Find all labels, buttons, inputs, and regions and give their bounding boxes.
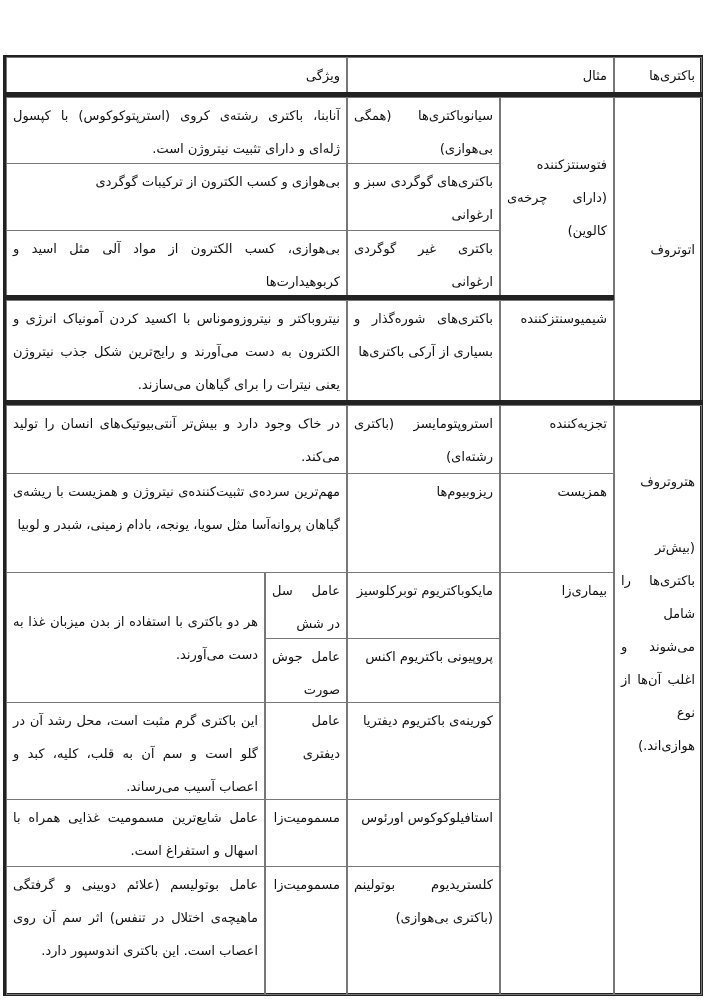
header-example: مثال	[347, 57, 614, 94]
disease-cell: عامل دیفتری	[265, 702, 347, 800]
heterotroph-note: (بیش‌تر باکتری‌ها را شامل می‌شوند و اغلب آن‌ها از نوع هوازی‌اند.)	[621, 541, 695, 754]
header-feature: ویژگی	[6, 57, 347, 94]
feature-cell: مهم‌ترین سرده‌ی تثبیت‌کننده‌ی نیتروژن و همزیست با ریشه‌ی گیاهان پروانه‌آسا مثل سویا، یونجه، بادام زمینی، شبدر و لوبیا	[6, 473, 347, 573]
example-cell: مایکوباکتریوم توبرکلوسیز	[347, 572, 500, 639]
feature-cell: عامل شایع‌ترین مسمومیت غذایی همراه با اسهال و استفراغ است.	[6, 799, 265, 867]
disease-cell: عامل سل در شش	[265, 572, 347, 639]
subtype-symbiont: همزیست	[500, 473, 614, 573]
example-cell: استروپتومایسز (باکتری رشته‌ای)	[347, 405, 500, 474]
heterotroph-label: هتروتروف	[640, 475, 695, 490]
type-heterotroph	[614, 405, 702, 995]
feature-cell: آنابنا، باکتری رشته‌ی کروی (استرپتوکوکوس) با کپسول ژله‌ای و دارای تثبیت نیتروژن است.	[6, 97, 347, 164]
example-cell: استافیلوکوکوس اورئوس	[347, 799, 500, 867]
disease-cell: مسمومیت‌زا	[265, 799, 347, 867]
feature-cell: نیتروباکتر و نیتروزوموناس با اکسید کردن آمونیاک انرژی و الکترون به دست می‌آورند و رایج‌ترین شکل جذب نیتروژن یعنی نیترات را برای گیاهان می‌سازند.	[6, 300, 347, 401]
disease-cell: عامل جوش صورت	[265, 638, 347, 703]
feature-cell: این باکتری گرم مثبت است، محل رشد آن در گلو است و سم آن به قلب، کلیه، کبد و اعصاب آسیب می‌رساند.	[6, 702, 265, 800]
example-cell: سیانوباکتری‌ها (همگی بی‌هوازی)	[347, 97, 500, 164]
example-cell: پروپیونی باکتریوم اکنس	[347, 638, 500, 703]
example-cell: باکتری‌های شوره‌گذار و بسیاری از آرکی باکتری‌ها	[347, 300, 500, 401]
example-cell: کورینه‌ی باکتریوم دیفتریا	[347, 702, 500, 800]
subtype-pathogen: بیماری‌زا	[500, 572, 614, 995]
example-cell: کلستریدیوم بوتولینم (باکتری بی‌هوازی)	[347, 866, 500, 995]
example-cell: باکتری‌های گوگردی سبز و ارغوانی	[347, 163, 500, 231]
feature-cell: در خاک وجود دارد و بیش‌تر آنتی‌بیوتیک‌های انسان را تولید می‌کند.	[6, 405, 347, 474]
example-cell: ریزوبیوم‌ها	[347, 473, 500, 573]
type-autotroph: اتوتروف	[614, 97, 702, 401]
subtype-photosynthetic: فتوسنتزکننده (دارای چرخه‌ی کالوین)	[500, 97, 614, 297]
header-bacteria: باکتری‌ها	[614, 57, 702, 94]
example-cell: باکتری غیر گوگردی ارغوانی	[347, 230, 500, 297]
feature-cell: بی‌هوازی، کسب الکترون از مواد آلی مثل اسید و کربوهیدارت‌ها	[6, 230, 347, 297]
subtype-decomposer: تجزیه‌کننده	[500, 405, 614, 474]
subtype-chemosynthetic: شیمیوسنتزکننده	[500, 300, 614, 401]
feature-cell: هر دو باکتری با استفاده از بدن میزبان غذا به دست می‌آورند.	[6, 572, 265, 703]
disease-cell: مسمومیت‌زا	[265, 866, 347, 995]
feature-cell: بی‌هوازی و کسب الکترون از ترکیبات گوگردی	[6, 163, 347, 231]
feature-cell: عامل بوتولیسم (علائم دوبینی و گرفتگی ماهیچه‌ی اختلال در تنفس) اثر سم آن روی اعصاب است. این باکتری اندوسپور دارد.	[6, 866, 265, 995]
